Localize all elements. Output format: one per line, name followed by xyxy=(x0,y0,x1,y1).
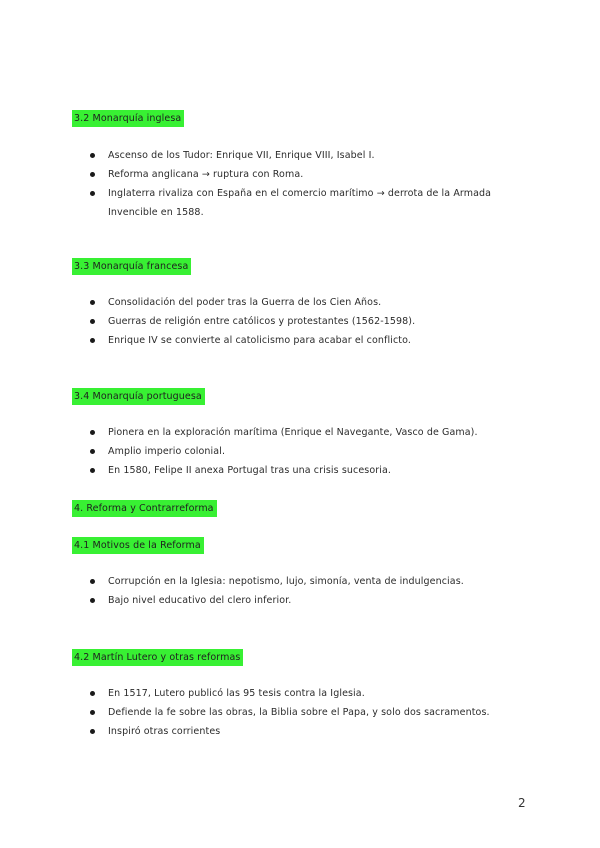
bullet-list-monarquia-portuguesa xyxy=(90,423,530,480)
list-item: Inspiró otras corrientes xyxy=(90,722,530,741)
section-heading-monarquia-inglesa: 3.2 Monarquía inglesa xyxy=(72,110,184,127)
bullet-list-monarquia-inglesa xyxy=(90,146,530,222)
list-item: Guerras de religión entre católicos y protestantes (1562-1598). xyxy=(90,312,530,331)
list-item: En 1580, Felipe II anexa Portugal tras una crisis sucesoria. xyxy=(90,461,530,480)
list-item: Ascenso de los Tudor: Enrique VII, Enrique VIII, Isabel I. xyxy=(90,146,530,165)
list-item: Corrupción en la Iglesia: nepotismo, lujo, simonía, venta de indulgencias. xyxy=(90,572,530,591)
bullet-list-martin-lutero xyxy=(90,684,530,741)
section-heading-monarquia-francesa: 3.3 Monarquía francesa xyxy=(72,258,191,275)
list-item: Consolidación del poder tras la Guerra de los Cien Años. xyxy=(90,293,530,312)
section-heading-reforma-contrarreforma: 4. Reforma y Contrarreforma xyxy=(72,500,217,517)
bullet-list-monarquia-francesa xyxy=(90,293,530,350)
page-number: 2 xyxy=(518,796,526,810)
section-heading-motivos-reforma: 4.1 Motivos de la Reforma xyxy=(72,537,204,554)
list-item: Inglaterra rivaliza con España en el comercio marítimo → derrota de la Armada Invencible en 1588. xyxy=(90,184,530,222)
section-heading-martin-lutero: 4.2 Martín Lutero y otras reformas xyxy=(72,649,243,666)
list-item: Amplio imperio colonial. xyxy=(90,442,530,461)
list-item: Pionera en la exploración marítima (Enrique el Navegante, Vasco de Gama). xyxy=(90,423,530,442)
list-item: En 1517, Lutero publicó las 95 tesis contra la Iglesia. xyxy=(90,684,530,703)
list-item: Enrique IV se convierte al catolicismo para acabar el conflicto. xyxy=(90,331,530,350)
bullet-list-motivos-reforma xyxy=(90,572,530,610)
list-item: Bajo nivel educativo del clero inferior. xyxy=(90,591,530,610)
list-item: Defiende la fe sobre las obras, la Biblia sobre el Papa, y solo dos sacramentos. xyxy=(90,703,530,722)
list-item: Reforma anglicana → ruptura con Roma. xyxy=(90,165,530,184)
section-heading-monarquia-portuguesa: 3.4 Monarquía portuguesa xyxy=(72,388,205,405)
